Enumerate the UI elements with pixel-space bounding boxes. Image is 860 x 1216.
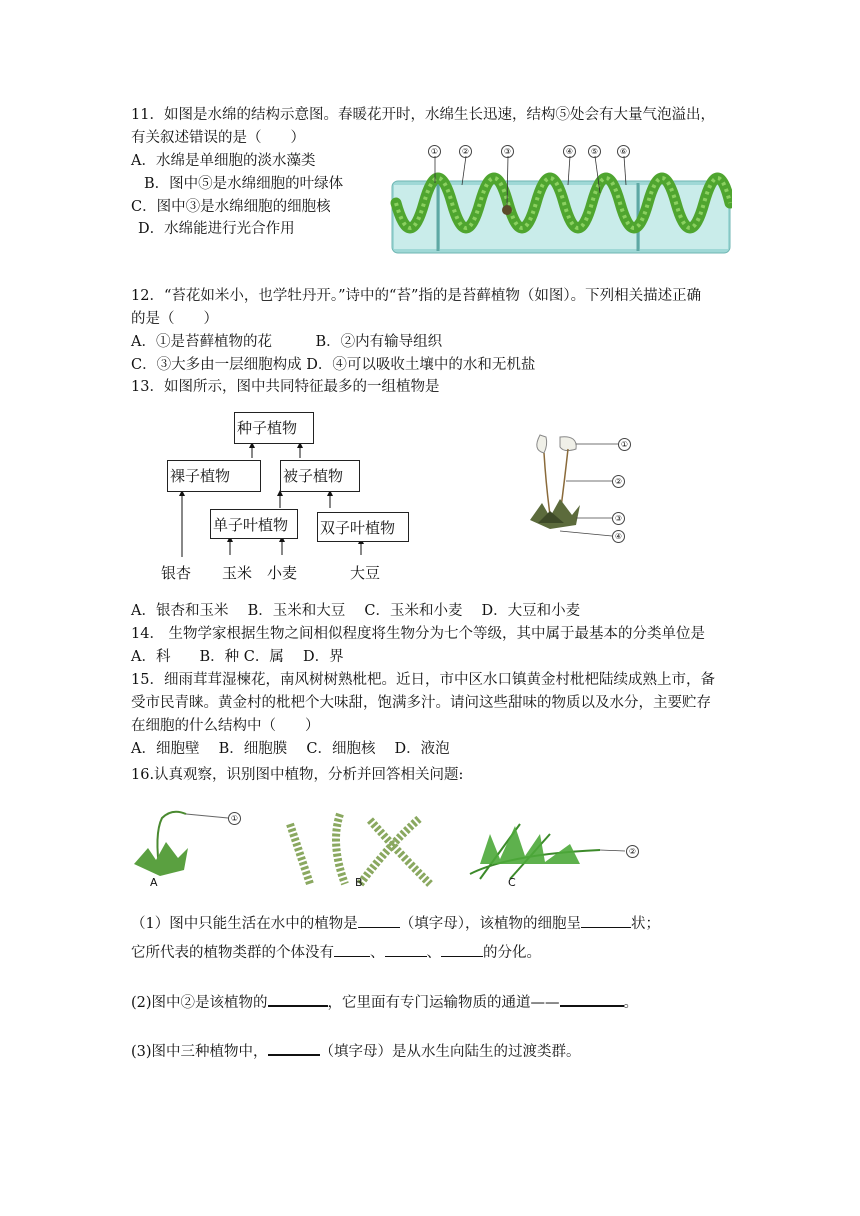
q15-stem-line2: 受市民青睐。黄金村的枇杷个大味甜，饱满多汁。请问这些甜味的物质以及水分，主要贮存 [131, 695, 711, 711]
q11-option-d: D．水绵能进行光合作用 [138, 221, 295, 237]
leaf-soybean: 大豆 [350, 564, 381, 582]
classification-tree [160, 405, 430, 590]
q12-stem-line1: 12．“苔花如米小，也学牡丹开。”诗中的“苔”指的是苔藓植物（如图）。下列相关描述正确 [131, 288, 702, 304]
q15-stem-line3: 在细胞的什么结构中（ ） [131, 718, 320, 734]
answer-blank-5[interactable] [441, 942, 483, 957]
node-monocots: 单子叶植物 [210, 509, 298, 539]
q16-part2 [131, 991, 638, 1013]
q11-label-2: ② [459, 145, 472, 158]
node-angiosperms: 被子植物 [280, 460, 360, 492]
q11-option-c: C．图中③是水绵细胞的细胞核 [131, 199, 331, 215]
plant-label-a: A [150, 876, 158, 889]
q11-option-b: B．图中⑤是水绵细胞的叶绿体 [144, 176, 344, 192]
q11-label-4: ④ [563, 145, 576, 158]
node-seed-plants: 种子植物 [234, 412, 314, 444]
q13-stem: 13．如图所示，图中共同特征最多的一组植物是 [131, 379, 440, 395]
q12-options-ab: A．①是苔藓植物的花 B．②内有输导组织 [131, 334, 443, 350]
q16-part1-line2 [131, 942, 541, 963]
q16-stem: 16.认真观察，识别图中植物，分析并回答相关问题: [131, 767, 464, 783]
q16-p1-text-a: （1）图中只能生活在水中的植物是 [131, 916, 358, 932]
q11-label-6: ⑥ [617, 145, 630, 158]
plant-label-c: C [508, 876, 516, 889]
q16-p2-text-c: 。 [623, 995, 639, 1011]
q12-options-cd: C．③大多由一层细胞构成 D．④可以吸收土壤中的水和无机盐 [131, 357, 536, 373]
q16-p3-text-b: （填字母）是从水生向陆生的过渡类群。 [319, 1044, 581, 1060]
q15-stem-line1: 15．细雨茸茸湿楝花，南风树树熟枇杷。近日，市中区水口镇黄金村枇杷陆续成熟上市，备 [131, 672, 715, 688]
q16-p1-text-g: 的分化。 [483, 945, 541, 961]
q16-p1-sep-1: 、 [370, 945, 385, 961]
q11-stem-line1: 11．如图是水绵的结构示意图。春暖花开时，水绵生长迅速，结构⑤处会有大量气泡溢出， [131, 107, 715, 123]
moss-label-4: ④ [612, 530, 625, 543]
spirogyra-figure [390, 143, 732, 255]
q14-options: A．科 B．种 C．属 D．界 [131, 649, 344, 665]
q16-p1-text-c: 状； [630, 916, 660, 932]
leaf-wheat: 小麦 [267, 564, 298, 582]
q16-p3-text-a: (3)图中三种植物中， [131, 1044, 268, 1060]
q11-label-3: ③ [501, 145, 514, 158]
moss-label-2: ② [612, 475, 625, 488]
answer-blank-8[interactable] [268, 1040, 320, 1056]
q16-p2-text-b: ，它里面有专门运输物质的通道—— [327, 995, 560, 1011]
answer-blank-3[interactable] [334, 942, 370, 957]
moss-figure [520, 425, 660, 550]
plant-label-1: ① [228, 812, 241, 825]
q16-p1-text-b: （填字母），该植物的细胞呈 [399, 916, 581, 932]
answer-blank-2[interactable] [581, 913, 631, 928]
q13-options: A．银杏和玉米 B．玉米和大豆 C．玉米和小麦 D．大豆和小麦 [131, 603, 581, 619]
q11-option-a: A．水绵是单细胞的淡水藻类 [131, 153, 316, 169]
node-gymnosperms: 裸子植物 [167, 460, 261, 492]
q16-p2-text-a: (2)图中②是该植物的 [131, 995, 268, 1011]
answer-blank-4[interactable] [385, 942, 427, 957]
moss-label-1: ① [618, 438, 631, 451]
answer-blank-7[interactable] [560, 991, 624, 1007]
q15-options: A．细胞壁 B．细胞膜 C．细胞核 D．液泡 [131, 741, 450, 757]
leaf-ginkgo: 银杏 [161, 564, 192, 582]
leaf-corn: 玉米 [222, 564, 253, 582]
answer-blank-1[interactable] [358, 913, 400, 928]
q16-p1-sep-2: 、 [426, 945, 441, 961]
q11-label-5: ⑤ [588, 145, 601, 158]
node-dicots: 双子叶植物 [317, 512, 409, 542]
q11-stem-line2: 有关叙述错误的是（ ） [131, 130, 305, 146]
q16-part3 [131, 1040, 581, 1062]
q14-stem: 14． 生物学家根据生物之间相似程度将生物分为七个等级，其中属于最基本的分类单位是 [131, 626, 706, 642]
answer-blank-6[interactable] [268, 991, 328, 1007]
q12-stem-line2: 的是（ ） [131, 311, 218, 327]
q16-p1-text-d: 它所代表的植物类群的个体没有 [131, 945, 334, 961]
q11-label-1: ① [428, 145, 441, 158]
three-plants-figure [130, 804, 650, 894]
moss-label-3: ③ [612, 512, 625, 525]
q16-part1-line1 [131, 913, 660, 934]
plant-label-b: B [355, 876, 363, 889]
plant-label-2: ② [626, 845, 639, 858]
